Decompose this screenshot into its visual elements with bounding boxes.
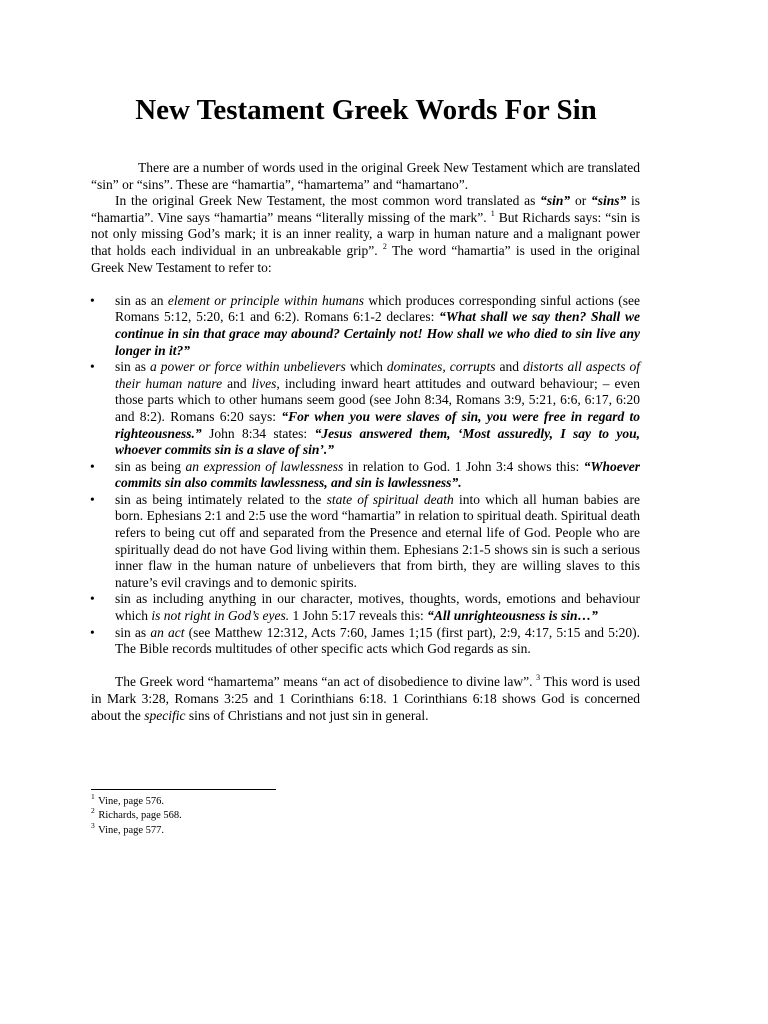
- italic-phrase: specific: [144, 707, 186, 723]
- text-run: and: [495, 359, 523, 375]
- text-run: sin as an: [115, 292, 168, 308]
- text-run: In the original Greek New Testament, the most common word translated as: [115, 193, 541, 209]
- bullet-icon: •: [90, 624, 95, 640]
- text-run: 1 John 5:17 reveals this:: [289, 608, 428, 624]
- text-run: is “hamartia”. Vine says “hamartia” means “literally missing of the mark”.: [91, 193, 640, 225]
- footnote-ref-1: 1: [490, 208, 495, 218]
- footnote-ref-2: 2: [382, 241, 387, 251]
- bullet-icon: •: [90, 591, 95, 607]
- page-title: New Testament Greek Words For Sin: [135, 94, 597, 126]
- text-run: sins of Christians and not just sin in general.: [185, 707, 429, 723]
- intro-paragraph: There are a number of words used in the original Greek New Testament which are translated “sin” or “sins”. These are “hamartia”, “hamartema” and “hamartano”.: [91, 160, 640, 192]
- text-run: which produces corresponding sinful actions (see Romans 5:12, 5:20, 6:1 and 6:2). Romans 6:1-2 declares:: [115, 292, 640, 325]
- list-item: [91, 459, 640, 492]
- text-run: , including inward heart attitudes and outward behaviour; – even those parts which to other humans seem good (see John 8:34, Romans 3:9, 5:21, 6:6, 6:17, 6:20 and 8:2). Romans 6:20 says:: [115, 375, 641, 424]
- italic-phrase: dominates, corrupts: [386, 359, 496, 375]
- hamartia-paragraph: [91, 193, 640, 276]
- bullet-icon: •: [90, 491, 95, 507]
- footnote-text: Vine, page 576.: [95, 796, 165, 807]
- hamartia-usage-list: [91, 293, 640, 658]
- emphasis-sin: “sin”: [540, 193, 571, 209]
- italic-phrase: lives: [251, 375, 277, 391]
- bullet-icon: •: [90, 292, 95, 308]
- footnote: [91, 820, 182, 838]
- list-item: [91, 293, 640, 359]
- scripture-quote: “What shall we say then? Shall we continue in sin that grace may abound? Certainly not! How shall we who died to sin live any longer in it?”: [115, 309, 640, 358]
- text-run: or: [570, 193, 591, 209]
- text-run: John 8:34 states:: [201, 425, 315, 441]
- footnote-text: Vine, page 577.: [95, 824, 165, 836]
- text-run: sin as: [115, 359, 151, 375]
- text-run: This word is used in Mark 3:28, Romans 3:25 and 1 Corinthians 6:18. 1 Corinthians 6:18 shows God is concerned about the: [91, 674, 640, 723]
- text-run: The Greek word “hamartema” means “an act of disobedience to divine law”.: [115, 674, 537, 690]
- paragraph-gap: [91, 276, 640, 293]
- footnote-separator: [91, 789, 276, 790]
- footnotes: [91, 792, 182, 838]
- text-run: sin as being intimately related to the: [115, 491, 327, 507]
- scripture-quote: “For when you were slaves of sin, you were free in regard to righteousness.”: [115, 408, 640, 441]
- text-run: into which all human babies are born. Ephesians 2:1 and 2:5 use the word “hamartia” in relation to spiritual death. Spiritual death refers to being cut off and separated from the Presence and eternal life of God. People who are spiritually dead do not have God living within them. Ephesians 2:1-5 shows sin is such a serious inner flaw in the human nature of unbelievers that from birth, they are willing slaves to this nature’s evil cravings and to demonic spirits.: [115, 491, 640, 590]
- scripture-quote: “All unrighteousness is sin…”: [427, 608, 598, 624]
- footnote-number: 3: [91, 820, 95, 830]
- text-run: But Richards says: “sin is not only missing God’s mark; it is an inner reality, a warp in human nature and a malignant power that holds each individual in an unbreakable grip”.: [91, 209, 640, 258]
- bullet-icon: •: [90, 458, 95, 474]
- text-run: in relation to God. 1 John 3:4 shows this:: [343, 458, 584, 474]
- italic-phrase: element or principle within humans: [167, 292, 364, 308]
- scripture-quote: “Whoever commits sin also commits lawlessness, and sin is lawlessness”.: [115, 458, 640, 491]
- text-run: (see Matthew 12:312, Acts 7:60, James 1;15 (first part), 2:9, 4:17, 5:15 and 5:20). The Bible records multitudes of other specific acts which God regards as sin.: [115, 624, 641, 657]
- italic-phrase: an act: [150, 624, 185, 640]
- text-run: sin as being: [115, 458, 186, 474]
- italic-phrase: an expression of lawlessness: [185, 458, 344, 474]
- scripture-quote: “Jesus answered them, ‘Most assuredly, I say to you, whoever commits sin is a slave of sin’.”: [115, 425, 640, 458]
- bullet-icon: •: [90, 359, 95, 375]
- text-run: sin as including anything in our character, motives, thoughts, words, emotions and behaviour which: [115, 591, 640, 624]
- list-item: [91, 492, 640, 592]
- italic-phrase: a power or force within unbelievers: [150, 359, 346, 375]
- italic-phrase: distorts all aspects of their human nature: [115, 359, 641, 391]
- list-item: [91, 591, 640, 624]
- text-run: and: [222, 375, 252, 391]
- footnote-number: 2: [91, 806, 95, 816]
- footnote-number: 1: [91, 792, 95, 801]
- paragraph-gap: [91, 658, 640, 675]
- text-run: which: [345, 359, 387, 375]
- emphasis-sins: “sins”: [590, 193, 627, 209]
- italic-phrase: is not right in God’s eyes.: [151, 608, 290, 624]
- list-item: [91, 625, 640, 658]
- text-run: The word “hamartia” is used in the original Greek New Testament to refer to:: [91, 242, 640, 275]
- body-text: [91, 160, 640, 724]
- italic-phrase: state of spiritual death: [326, 491, 454, 507]
- list-item: [91, 359, 640, 459]
- footnote: [91, 792, 182, 809]
- footnote: [91, 806, 182, 823]
- footnote-text: Richards, page 568.: [95, 810, 182, 822]
- footnote-ref-3: 3: [536, 673, 541, 683]
- hamartema-paragraph: [91, 674, 640, 724]
- text-run: sin as: [115, 624, 151, 640]
